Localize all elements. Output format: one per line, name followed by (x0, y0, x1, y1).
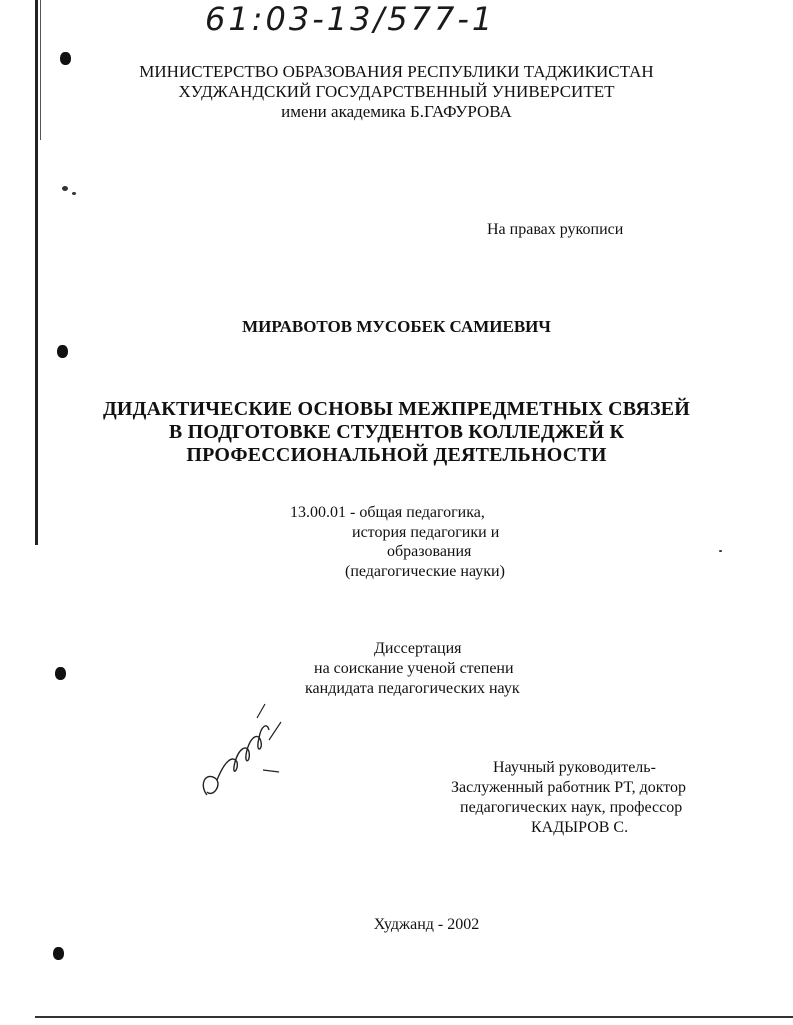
scan-speck (62, 186, 68, 191)
author-name: МИРАВОТОВ МУСОБЕК САМИЕВИЧ (242, 317, 551, 336)
specialty-line-2: история педагогики и (352, 524, 500, 541)
scan-speck (719, 550, 722, 552)
punch-hole (57, 345, 68, 358)
ministry-name: МИНИСТЕРСТВО ОБРАЗОВАНИЯ РЕСПУБЛИКИ ТАДЖИКИСТАН (139, 62, 654, 81)
handwritten-signature (195, 700, 290, 805)
scan-speck (72, 192, 76, 195)
supervisor-name: КАДЫРОВ С. (531, 819, 629, 836)
specialty-code: 13.00.01 - общая педагогика, (290, 504, 485, 521)
specialty-line-3: образования (387, 543, 472, 560)
university-name: ХУДЖАНДСКИЙ ГОСУДАРСТВЕННЫЙ УНИВЕРСИТЕТ (178, 82, 615, 101)
handwritten-archive-number: 61:03-13/577-1 (205, 0, 496, 38)
punch-hole (53, 947, 64, 960)
degree-name: кандидата педагогических наук (305, 680, 520, 697)
city-year: Худжанд - 2002 (373, 916, 480, 933)
thesis-title-line-1: ДИДАКТИЧЕСКИЕ ОСНОВЫ МЕЖПРЕДМЕТНЫХ СВЯЗЕЙ (102, 398, 691, 420)
degree-purpose: на соискание ученой степени (314, 660, 514, 677)
rights-note: На правах рукописи (487, 221, 624, 238)
supervisor-title: Заслуженный работник РТ, доктор (451, 779, 687, 796)
thesis-title-line-2: В ПОДГОТОВКЕ СТУДЕНТОВ КОЛЛЕДЖЕЙ К (168, 421, 625, 443)
thesis-title-line-3: ПРОФЕССИОНАЛЬНОЙ ДЕЯТЕЛЬНОСТИ (186, 444, 607, 466)
university-named-after: имени академика Б.ГАФУРОВА (281, 102, 512, 121)
specialty-field: (педагогические науки) (345, 563, 505, 580)
punch-hole (55, 667, 66, 680)
supervisor-role: Научный руководитель- (493, 759, 656, 776)
document-type: Диссертация (374, 640, 462, 657)
supervisor-degree: педагогических наук, профессор (460, 799, 683, 816)
page-bottom-edge (35, 1016, 793, 1018)
